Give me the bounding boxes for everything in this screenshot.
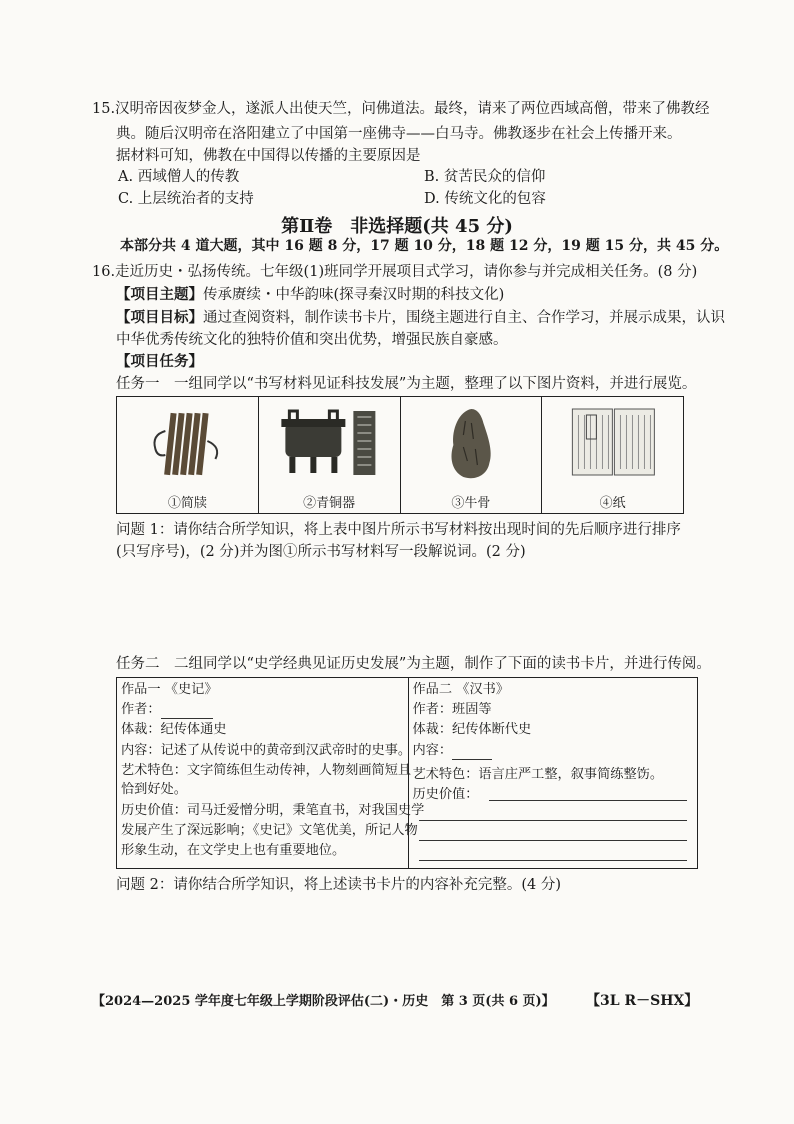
image-cell-3 (401, 397, 543, 513)
project-theme (116, 285, 504, 305)
card-left-genre: 体裁：纪传体通史 (121, 722, 227, 737)
image-cell-1 (117, 397, 259, 513)
author-blank[interactable] (161, 705, 213, 719)
card-left-art1: 艺术特色：文字简练但生动传神，人物刻画简短且 (121, 763, 412, 778)
q15-option-d: D. 传统文化的包容 (424, 191, 546, 207)
card-left-value3: 形象生动，在文学史上也有重要地位。 (121, 843, 346, 858)
project-goal-label: 【项目目标】 (116, 309, 203, 326)
ox-bone-icon (401, 401, 542, 485)
paper-book-icon (542, 401, 683, 485)
bronze-vessel-icon (259, 401, 400, 485)
card-right-author: 作者：班固等 (412, 702, 492, 717)
card-right-content (413, 742, 493, 760)
section-title: 第Ⅱ卷 非选择题(共 45 分) (281, 216, 513, 237)
card-left-value1: 历史价值：司马迁爱憎分明，秉笔直书，对我国史学 (121, 803, 425, 818)
card-right (409, 678, 698, 868)
content-blank[interactable] (452, 746, 492, 760)
project-theme-text: 传承赓续・中华韵味(探寻秦汉时期的科技文化) (203, 287, 505, 303)
image-caption-2: ②青铜器 (303, 496, 356, 511)
card-left-value2: 发展产生了深远影响；《史记》文笔优美，所记人物 (121, 823, 418, 838)
project-theme-label: 【项目主题】 (116, 286, 203, 303)
card-left-art2: 恰到好处。 (121, 782, 187, 797)
q15-line1: 15.汉明帝因夜梦金人，遂派人出使天竺，问佛道法。最终，请来了两位西域高僧，带来了佛教经 (92, 101, 710, 117)
question1-line1: 问题 1：请你结合所学知识，将上表中图片所示书写材料按出现时间的先后顺序进行排序 (116, 522, 681, 538)
project-goal (116, 308, 725, 328)
card-right-value: 历史价值： (412, 787, 479, 802)
q15-option-c: C. 上层统治者的支持 (118, 191, 254, 207)
card-left (117, 678, 425, 868)
q15-line3: 据材料可知，佛教在中国得以传播的主要原因是 (116, 148, 421, 164)
card-right-genre: 体裁：纪传体断代史 (412, 722, 532, 737)
question1-line2: (只写序号)，(2 分)并为图①所示书写材料写一段解说词。(2 分) (116, 544, 526, 560)
card-left-author-label: 作者： (121, 702, 161, 717)
image-table (116, 396, 684, 514)
bamboo-slips-icon (117, 401, 258, 485)
task1-text: 任务一 一组同学以“书写材料见证科技发展”为主题，整理了以下图片资料，并进行展览。 (116, 376, 697, 392)
card-left-work: 作品一 《史记》 (121, 682, 218, 697)
project-goal-line2: 中华优秀传统文化的独特价值和突出优势，增强民族自豪感。 (116, 332, 508, 348)
value-answer-line-2[interactable] (419, 820, 688, 821)
q15-line2: 典。随后汉明帝在洛阳建立了中国第一座佛寺——白马寺。佛教逐步在社会上传播开来。 (116, 126, 682, 142)
card-right-art: 艺术特色：语言庄严工整，叙事简练整饬。 (412, 767, 664, 782)
value-answer-line-1[interactable] (489, 800, 688, 801)
card-left-content: 内容：记述了从传说中的黄帝到汉武帝时的史事。 (121, 743, 412, 758)
project-task-label: 【项目任务】 (116, 353, 203, 370)
card-left-author (121, 701, 213, 719)
card-right-work: 作品二 《汉书》 (412, 682, 510, 697)
card-right-content-label: 内容： (412, 743, 453, 758)
image-cell-2 (259, 397, 401, 513)
project-goal-text1: 通过查阅资料，制作读书卡片，围绕主题进行自主、合作学习，并展示成果，认识 (203, 310, 725, 326)
image-caption-1: ①简牍 (167, 496, 207, 511)
q16-line1: 16.走近历史・弘扬传统。七年级(1)班同学开展项目式学习，请你参与并完成相关任务。(8 分) (92, 264, 698, 280)
image-cell-4 (542, 397, 683, 513)
value-answer-line-4[interactable] (419, 860, 688, 861)
reading-card-table (116, 677, 698, 869)
image-caption-4: ④纸 (599, 496, 626, 511)
q15-option-a: A. 西域僧人的传教 (118, 169, 240, 185)
q15-option-b: B. 贫苦民众的信仰 (424, 169, 546, 185)
footer-right: 【3L R－SHX】 (586, 993, 699, 1009)
task2-text: 任务二 二组同学以“史学经典见证历史发展”为主题，制作了下面的读书卡片，并进行传阅。 (116, 656, 711, 672)
image-caption-3: ③牛骨 (451, 496, 491, 511)
value-answer-line-3[interactable] (419, 840, 688, 841)
footer-left: 【2024—2025 学年度七年级上学期阶段评估(二)・历史 第 3 页(共 6 页)】 (92, 994, 555, 1009)
question2-text: 问题 2：请你结合所学知识，将上述读书卡片的内容补充完整。(4 分) (116, 877, 561, 893)
section-intro: 本部分共 4 道大题，其中 16 题 8 分，17 题 10 分，18 题 12 分，19 题 15 分，共 45 分。 (120, 238, 729, 254)
